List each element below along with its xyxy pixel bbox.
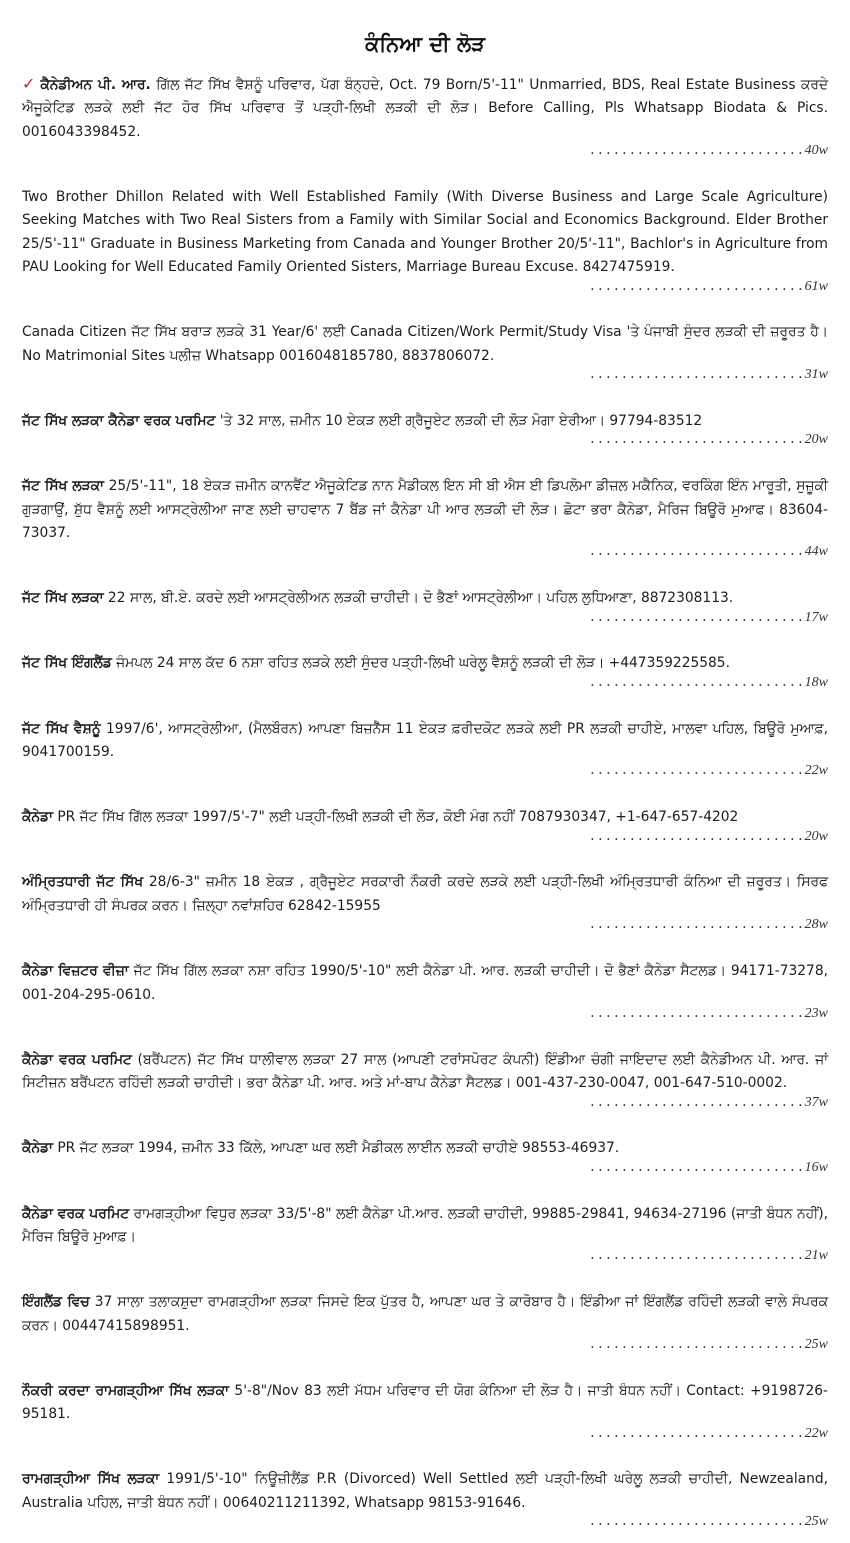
ad-body: (ਬਰੈਂਪਟਨ) ਜੱਟ ਸਿੱਖ ਧਾਲੀਵਾਲ ਲੜਕਾ 27 ਸਾਲ (ਆਪਣੀ ਟਰਾਂਸਪੋਰਟ ਕੰਪਨੀ) ਇੰਡੀਆ ਚੰਗੀ ਜਾਇਦਾਦ ਲਈ ਕੈਨੇਡੀਅਨ ਪੀ. ਆਰ. ਜਾਂ ਸਿਟੀਜ਼ਨ ਬਰੈਂਪਟਨ ਰਹਿੰਦੀ ਲੜਕੀ ਚਾਹੀਦੀ। ਭਰਾ ਕੈਨੇਡਾ ਪੀ. ਆਰ. ਅਤੇ ਮਾਂ-ਬਾਪ ਕੈਨੇਡਾ ਸੈਟਲਡ। 001-437-230-0047, 001-647-510-0002. [22,1051,828,1092]
ad-text [22,1137,828,1160]
ad-lead: ਕੈਨੇਡੀਅਨ ਪੀ. ਆਰ. [40,77,151,93]
dot-leader: ........................... [588,368,805,383]
word-count-label: 20w [804,828,828,844]
ad-lead: ਇੰਗਲੈਂਡ ਵਿਚ [22,1294,90,1311]
word-count-label: 61w [804,278,828,294]
dot-leader: ........................... [588,1160,805,1175]
dot-leader: ........................... [588,1095,805,1110]
classified-ad [22,186,828,296]
ad-word-count [22,1005,828,1023]
ad-text [22,1291,828,1338]
ad-text [22,652,828,675]
dot-leader: ........................... [588,545,805,560]
ad-body: 22 ਸਾਲ, ਬੀ.ਏ. ਕਰਦੇ ਲਈ ਆਸਟ੍ਰੇਲੀਅਨ ਲੜਕੀ ਚਾਹੀਦੀ। ਦੋ ਭੈਣਾਂ ਆਸਟ੍ਰੇਲੀਆ। ਪਹਿਲ ਲੁਧਿਆਣਾ, 8872308113. [103,590,734,607]
ad-word-count [22,543,828,561]
ad-body: Canada Citizen ਜੱਟ ਸਿੱਖ ਬਰਾੜ ਲੜਕੇ 31 Year/6' ਲਈ Canada Citizen/Work Permit/Study Visa 'ਤੇ ਪੰਜਾਬੀ ਸੁੰਦਰ ਲੜਕੀ ਦੀ ਜ਼ਰੂਰਤ ਹੈ। No Matrimonial Sites ਪਲੀਜ਼ Whatsapp 0016048185780, 8837806072. [22,324,828,364]
check-icon: ✓ [22,74,37,93]
dot-leader: ........................... [588,1426,805,1441]
classified-ad [22,871,828,934]
ad-text [22,72,828,144]
ad-lead: ਜੱਟ ਸਿੱਖ ਲੜਕਾ [22,590,104,607]
dot-leader: ........................... [588,764,805,779]
ad-text [22,321,828,368]
ad-body: 1997/6', ਆਸਟ੍ਰੇਲੀਆ, (ਮੈਲਬੌਰਨ) ਆਪਣਾ ਬਿਜ਼ਨੈੱਸ 11 ਏਕੜ ਫ਼ਰੀਦਕੋਟ ਲੜਕੇ ਲਈ PR ਲੜਕੀ ਚਾਹੀਏ, ਮਾਲਵਾ ਪਹਿਲ, ਬਿਊਰੋ ਮੁਆਫ਼, 9041700159. [22,720,828,761]
ad-body: 28/6-3" ਜ਼ਮੀਨ 18 ਏਕੜ , ਗ੍ਰੈਜੂਏਟ ਸਰਕਾਰੀ ਨੌਕਰੀ ਕਰਦੇ ਲੜਕੇ ਲਈ ਪੜ੍ਹੀ-ਲਿਖੀ ਅੰਮ੍ਰਿਤਧਾਰੀ ਕੰਨਿਆ ਦੀ ਜ਼ਰੂਰਤ। ਸਿਰਫ ਅੰਮ੍ਰਿਤਧਾਰੀ ਹੀ ਸੰਪਰਕ ਕਰਨ। ਜ਼ਿਲ੍ਹਾ ਨਵਾਂਸ਼ਹਿਰ 62842-15955 [22,874,829,914]
word-count-label: 31w [804,367,828,383]
ad-lead: ਜੱਟ ਸਿੱਖ ਲੜਕਾ [22,478,104,495]
ad-word-count [22,916,828,934]
ad-lead: ਕੈਨੇਡਾ ਵਰਕ ਪਰਮਿਟ [22,1051,132,1068]
classified-ad [22,587,828,626]
word-count-label: 25w [804,1336,828,1352]
classified-ad [22,1049,828,1112]
dot-leader: ........................... [588,829,805,844]
ad-word-count [22,1247,828,1265]
ad-text [22,186,828,280]
ad-lead: ਅੰਮ੍ਰਿਤਧਾਰੀ ਜੱਟ ਸਿੱਖ [22,874,143,891]
word-count-label: 16w [804,1159,828,1175]
dot-leader: ........................... [588,1249,805,1264]
dot-leader: ........................... [588,1515,805,1530]
ad-word-count [22,142,828,160]
ad-word-count [22,1094,828,1112]
classified-ad [22,72,828,160]
word-count-label: 23w [804,1005,828,1021]
ad-word-count [22,762,828,780]
ad-text [22,806,828,829]
classified-ad [22,1291,828,1354]
word-count-label: 25w [804,1514,828,1530]
word-count-label: 22w [804,763,828,779]
classified-ad [22,410,828,449]
ad-body: 37 ਸਾਲਾ ਤਲਾਕਸ਼ੁਦਾ ਰਾਮਗੜ੍ਹੀਆ ਲੜਕਾ ਜਿਸਦੇ ਇਕ ਪੁੱਤਰ ਹੈ, ਆਪਣਾ ਘਰ ਤੇ ਕਾਰੋਬਾਰ ਹੈ। ਇੰਡੀਆ ਜਾਂ ਇੰਗਲੈਂਡ ਰਹਿੰਦੀ ਲੜਕੀ ਵਾਲੇ ਸੰਪਰਕ ਕਰਨ। 00447415898951. [22,1294,828,1334]
ad-body: 5'-8"/Nov 83 ਲਈ ਮੱਧਮ ਪਰਿਵਾਰ ਦੀ ਯੋਗ ਕੰਨਿਆ ਦੀ ਲੋੜ ਹੈ। ਜਾਤੀ ਬੰਧਨ ਨਹੀਂ। Contact: +9198726-95181. [22,1382,828,1423]
dot-leader: ........................... [588,433,805,448]
ad-body: 25/5'-11", 18 ਏਕੜ ਜ਼ਮੀਨ ਕਾਨਵੈਂਟ ਐਜੂਕੇਟਿਡ ਨਾਨ ਮੈਡੀਕਲ ਇਨ ਸੀ ਬੀ ਐਸ ਈ ਡਿਪਲੋਮਾ ਡੀਜ਼ਲ ਮਕੈਨਿਕ, ਵਰਕਿੰਗ ਇੰਨ ਮਾਰੂਤੀ, ਸੁਜ਼ੂਕੀ ਗੁੜਗਾਉਂ, ਸ਼ੁੱਧ ਵੈਸ਼ਨੂੰ ਲਈ ਆਸਟ੍ਰੇਲੀਆ ਜਾਣ ਲਈ ਚਾਹਵਾਨ 7 ਬੈਂਡ ਜਾਂ ਕੈਨੇਡਾ ਪੀ ਆਰ ਲੜਕੀ ਦੀ ਲੋੜ। ਛੋਟਾ ਭਰਾ ਕੈਨੇਡਾ, ਮੈਰਿਜ ਬਿਊਰੋ ਮੁਆਫ। 83604-73037. [22,478,829,542]
word-count-label: 37w [804,1094,828,1110]
ad-body: Two Brother Dhillon Related with Well Established Family (With Diverse Business and Large Scale Agriculture) Seeking Matches with Two Real Sisters from a Family with Similar Social and Economics Background. Elder Brother 25/5'-11" Graduate in Business Marketing from Canada and Younger Brother 20/5'-11", Bachlor's in Agriculture from PAU Looking for Well Educated Family Oriented Sisters, Marriage Bureau Excuse. 8427475919. [22,189,828,276]
ad-text [22,587,828,610]
ad-lead: ਕੈਨੇਡਾ ਵਿਜ਼ਟਰ ਵੀਜ਼ਾ [22,963,129,980]
ad-word-count [22,278,828,296]
ad-word-count [22,1336,828,1354]
ad-word-count [22,1425,828,1443]
ad-text [22,1203,828,1250]
ad-lead: ਕੈਨੇਡਾ [22,1140,53,1157]
ad-text [22,1380,828,1427]
ad-text [22,410,828,433]
dot-leader: ........................... [588,279,805,294]
ad-body: ਰਾਮਗੜ੍ਹੀਆ ਵਿਧੁਰ ਲੜਕਾ 33/5'-8" ਲਈ ਕੈਨੇਡਾ ਪੀ.ਆਰ. ਲੜਕੀ ਚਾਹੀਦੀ, 99885-29841, 94634-27196 (ਜਾਤੀ ਬੰਧਨ ਨਹੀਂ), ਮੈਰਿਜ ਬਿਊਰੋ ਮੁਆਫ਼। [22,1205,828,1245]
ad-text [22,1468,828,1515]
dot-leader: ........................... [588,918,805,933]
ad-text [22,871,828,918]
ad-body: 1991/5'-10" ਨਿਊਜ਼ੀਲੈਂਡ P.R (Divorced) Well Settled ਲਈ ਪੜ੍ਹੀ-ਲਿਖੀ ਘਰੇਲੂ ਲੜਕੀ ਚਾਹੀਦੀ, Newzealand, Australia ਪਹਿਲ, ਜਾਤੀ ਬੰਧਨ ਨਹੀਂ। 00640211211392, Whatsapp 98153-91646. [22,1471,828,1511]
classified-ad [22,1137,828,1176]
classified-ad [22,960,828,1023]
ad-lead: ਜੱਟ ਸਿੱਖ ਇੰਗਲੈਂਡ [22,655,112,672]
classified-ad [22,652,828,691]
dot-leader: ........................... [588,144,805,159]
ad-lead: ਕੈਨੇਡਾ ਵਰਕ ਪਰਮਿਟ [22,1205,130,1222]
classified-ad [22,1468,828,1531]
ad-text [22,475,828,545]
ad-lead: ਜੱਟ ਸਿੱਖ ਵੈਸ਼ਨੂੰ [22,720,101,737]
word-count-label: 17w [804,609,828,625]
ad-word-count [22,431,828,449]
ad-word-count [22,366,828,384]
ad-lead: ਕੈਨੇਡਾ [22,809,53,826]
ad-body: ਜੱਟ ਸਿੱਖ ਗਿੱਲ ਲੜਕਾ ਨਸ਼ਾ ਰਹਿਤ 1990/5'-10" ਲਈ ਕੈਨੇਡਾ ਪੀ. ਆਰ. ਲੜਕੀ ਚਾਹੀਦੀ। ਦੋ ਭੈਣਾਂ ਕੈਨੇਡਾ ਸੈਟਲਡ। 94171-73278, 001-204-295-0610. [22,963,828,1003]
ad-body: ਗਿੱਲ ਜੱਟ ਸਿੱਖ ਵੈਸ਼ਨੂੰ ਪਰਿਵਾਰ, ਪੱਗ ਬੰਨ੍ਹਦੇ, Oct. 79 Born/5'-11" Unmarried, BDS, Real Estate Business ਕਰਦੇ ਐਜੂਕੇਟਿਡ ਲੜਕੇ ਲਈ ਜੱਟ ਹੋਰ ਸਿੱਖ ਪਰਿਵਾਰ ਤੋਂ ਪੜ੍ਹੀ-ਲਿਖੀ ਲੜਕੀ ਦੀ ਲੋੜ। Before Calling, Pls Whatsapp Biodata & Pics. 0016043398452. [22,77,828,140]
classified-ad [22,475,828,561]
dot-leader: ........................... [588,1006,805,1021]
page-title: ਕੰਨਿਆ ਦੀ ਲੋੜ [365,32,485,56]
word-count-label: 22w [804,1425,828,1441]
ad-word-count [22,609,828,627]
ad-lead: ਜੱਟ ਸਿੱਖ ਲੜਕਾ ਕੈਨੇਡਾ ਵਰਕ ਪਰਮਿਟ [22,413,216,430]
classified-ad [22,1380,828,1443]
word-count-label: 40w [804,143,828,159]
ad-body: ਜੰਮਪਲ 24 ਸਾਲ ਕੱਦ 6 ਨਸ਼ਾ ਰਹਿਤ ਲੜਕੇ ਲਈ ਸੁੰਦਰ ਪੜ੍ਹੀ-ਲਿਖੀ ਘਰੇਲੂ ਵੈਸ਼ਨੂੰ ਲੜਕੀ ਦੀ ਲੋੜ। +447359225585. [111,655,730,672]
ad-body: PR ਜੱਟ ਲੜਕਾ 1994, ਜ਼ਮੀਨ 33 ਕਿੱਲੇ, ਆਪਣਾ ਘਰ ਲਈ ਮੈਡੀਕਲ ਲਾਈਨ ਲੜਕੀ ਚਾਹੀਏ 98553-46937. [52,1140,620,1157]
dot-leader: ........................... [588,675,805,690]
word-count-label: 21w [804,1248,828,1264]
word-count-label: 28w [804,917,828,933]
ad-text [22,960,828,1007]
ad-text [22,1049,828,1096]
word-count-label: 18w [804,674,828,690]
ad-word-count [22,1159,828,1177]
word-count-label: 20w [804,432,828,448]
ad-body: PR ਜੱਟ ਸਿੱਖ ਗਿੱਲ ਲੜਕਾ 1997/5'-7" ਲਈ ਪੜ੍ਹੀ-ਲਿਖੀ ਲੜਕੀ ਦੀ ਲੋੜ, ਕੋਈ ਮੰਗ ਨਹੀਂ 7087930347, +1-647-657-4202 [52,809,739,826]
ad-lead: ਨੌਕਰੀ ਕਰਦਾ ਰਾਮਗੜ੍ਹੀਆ ਸਿੱਖ ਲੜਕਾ [22,1382,229,1399]
ad-body: 'ਤੇ 32 ਸਾਲ, ਜ਼ਮੀਨ 10 ਏਕੜ ਲਈ ਗ੍ਰੈਜੂਏਟ ਲੜਕੀ ਦੀ ਲੋੜ ਮੋਗਾ ਏਰੀਆ। 97794-83512 [215,413,703,430]
ad-word-count [22,1513,828,1531]
ads-list [22,72,828,1531]
ad-text [22,718,828,765]
classified-ad [22,806,828,845]
ad-lead: ਰਾਮਗੜ੍ਹੀਆ ਸਿੱਖ ਲੜਕਾ [22,1471,160,1488]
dot-leader: ........................... [588,1337,805,1352]
classified-ad [22,321,828,384]
ad-word-count [22,674,828,692]
ad-word-count [22,828,828,846]
classified-ad [22,718,828,781]
classified-ad [22,1203,828,1266]
word-count-label: 44w [804,544,828,560]
dot-leader: ........................... [588,610,805,625]
